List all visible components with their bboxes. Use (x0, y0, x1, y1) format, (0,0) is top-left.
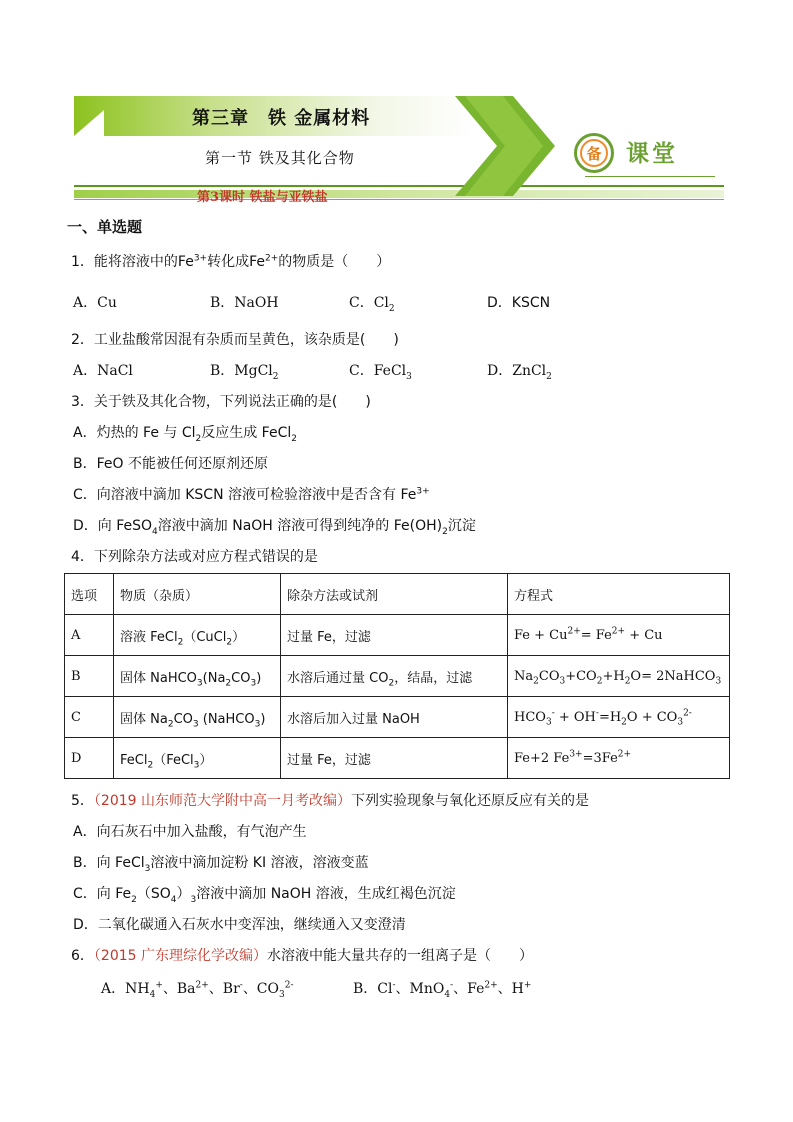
q1-option-b: B．NaOH (210, 295, 279, 311)
logo-badge (574, 133, 614, 173)
q5-option-c: C．向 $Fe_2(SO_4)_3$溶液中滴加 NaOH 溶液，生成红褐色沉淀 (73, 886, 456, 905)
q3-stem: 3．关于铁及其化合物，下列说法正确的是( ) (71, 394, 371, 410)
substance-cell: 溶液 FeCl$_2$（CuCl$_2$） (114, 615, 281, 656)
header-rule (74, 185, 724, 187)
q2-option-b: B．MgCl$_2$ (210, 363, 279, 382)
q5-option-d: D．二氧化碳通入石灰水中变浑浊，继续通入又变澄清 (73, 917, 406, 933)
q4-stem: 4．下列除杂方法或对应方程式错误的是 (71, 549, 318, 565)
table-row (65, 738, 730, 779)
equation-cell: $Fe + Cu^{2+}= Fe^{2+} + Cu$ (508, 615, 730, 656)
q4-table (64, 573, 730, 779)
section-title: 第一节 铁及其化合物 (205, 149, 355, 167)
q2-stem: 2．工业盐酸常因混有杂质而呈黄色，该杂质是( ) (71, 332, 399, 348)
q5-stem: 5．（2019 山东师范大学附中高一月考改编）下列实验现象与氧化还原反应有关的是 (71, 793, 589, 809)
q5-option-a: A．向石灰石中加入盐酸，有气泡产生 (73, 824, 307, 840)
header-rule-band (74, 190, 724, 198)
q2-option-c: C．FeCl$_3$ (349, 363, 412, 382)
q6-stem: 6．（2015 广东理综化学改编）水溶液中能大量共存的一组离子是（ ） (71, 948, 534, 964)
q1-option-c: C．$Cl_2$ (349, 295, 395, 314)
table-header-cell: 方程式 (508, 574, 730, 615)
q3-option-d: D．向 FeSO$_4$溶液中滴加 NaOH 溶液可得到纯净的 $Fe(OH)_2$沉淀 (73, 518, 476, 537)
header-rule-bottom (74, 199, 724, 200)
chevron-icon (455, 96, 575, 196)
q6-option-b: B．Cl-、MnO$_4$-、$Fe^{2+}$、H+ (353, 980, 532, 1000)
equation-cell: $HCO_3^- + OH^-=H_2O + CO_3^{2-}$ (508, 697, 730, 738)
option-cell: A (65, 615, 114, 656)
q1-option-a: A．Cu (73, 295, 117, 311)
section-heading: 一、单选题 (67, 218, 143, 236)
method-cell: 水溶后通过量 $CO_2$，结晶，过滤 (281, 656, 508, 697)
logo-badge-char: 备 (580, 139, 608, 167)
q1-stem: 1．能将溶液中的$Fe^{3+}$转化成$Fe^{2+}$的物质是（ ） (71, 253, 391, 270)
option-cell: D (65, 738, 114, 779)
option-cell: C (65, 697, 114, 738)
q1-option-d: D．KSCN (487, 295, 551, 311)
q3-option-b: B．FeO 不能被任何还原剂还原 (73, 456, 268, 472)
method-cell: 水溶后加入过量 NaOH (281, 697, 508, 738)
table-header-cell: 除杂方法或试剂 (281, 574, 508, 615)
q3-option-a: A．灼热的 Fe 与 $Cl_2$反应生成 FeCl$_2$ (73, 425, 297, 444)
q5-source: （2019 山东师范大学附中高一月考改编） (93, 793, 351, 809)
lesson-title: 第3课时 铁盐与亚铁盐 (197, 190, 328, 205)
table-row (65, 615, 730, 656)
table-header-row (65, 574, 730, 615)
method-cell: 过量 Fe，过滤 (281, 615, 508, 656)
table-row (65, 697, 730, 738)
badge-underline (585, 176, 715, 177)
option-cell: B (65, 656, 114, 697)
q2-option-d: D．ZnCl$_2$ (487, 363, 552, 382)
q6-option-a: A．$NH_4^+$、$Ba^{2+}$、Br-、$CO_3^{2-}$ (101, 980, 294, 1000)
substance-cell: 固体 $NaHCO_3(Na_2CO_3)$ (114, 656, 281, 697)
q6-source: （2015 广东理综化学改编） (93, 948, 268, 964)
chapter-title: 第三章 铁 金属材料 (192, 108, 371, 129)
q5-option-b: B．向 FeCl$_3$溶液中滴加淀粉 KI 溶液，溶液变蓝 (73, 855, 369, 874)
table-header-cell: 物质（杂质） (114, 574, 281, 615)
substance-cell: FeCl$_2$（FeCl$_3$） (114, 738, 281, 779)
q2-option-a: A．NaCl (73, 363, 133, 379)
substance-cell: 固体 $Na_2CO_3$ (NaHCO$_3$) (114, 697, 281, 738)
equation-cell: $Na_2CO_3+CO_2+H_2O=$ 2NaHCO$_3$ (508, 656, 730, 697)
table-header-cell: 选项 (65, 574, 114, 615)
method-cell: 过量 Fe，过滤 (281, 738, 508, 779)
equation-cell: Fe+2 $Fe^{3+}=3Fe^{2+}$ (508, 738, 730, 779)
logo-text: 课堂 (626, 141, 678, 167)
q3-option-c: C．向溶液中滴加 KSCN 溶液可检验溶液中是否含有 $Fe^{3+}$ (73, 486, 430, 503)
table-row (65, 656, 730, 697)
